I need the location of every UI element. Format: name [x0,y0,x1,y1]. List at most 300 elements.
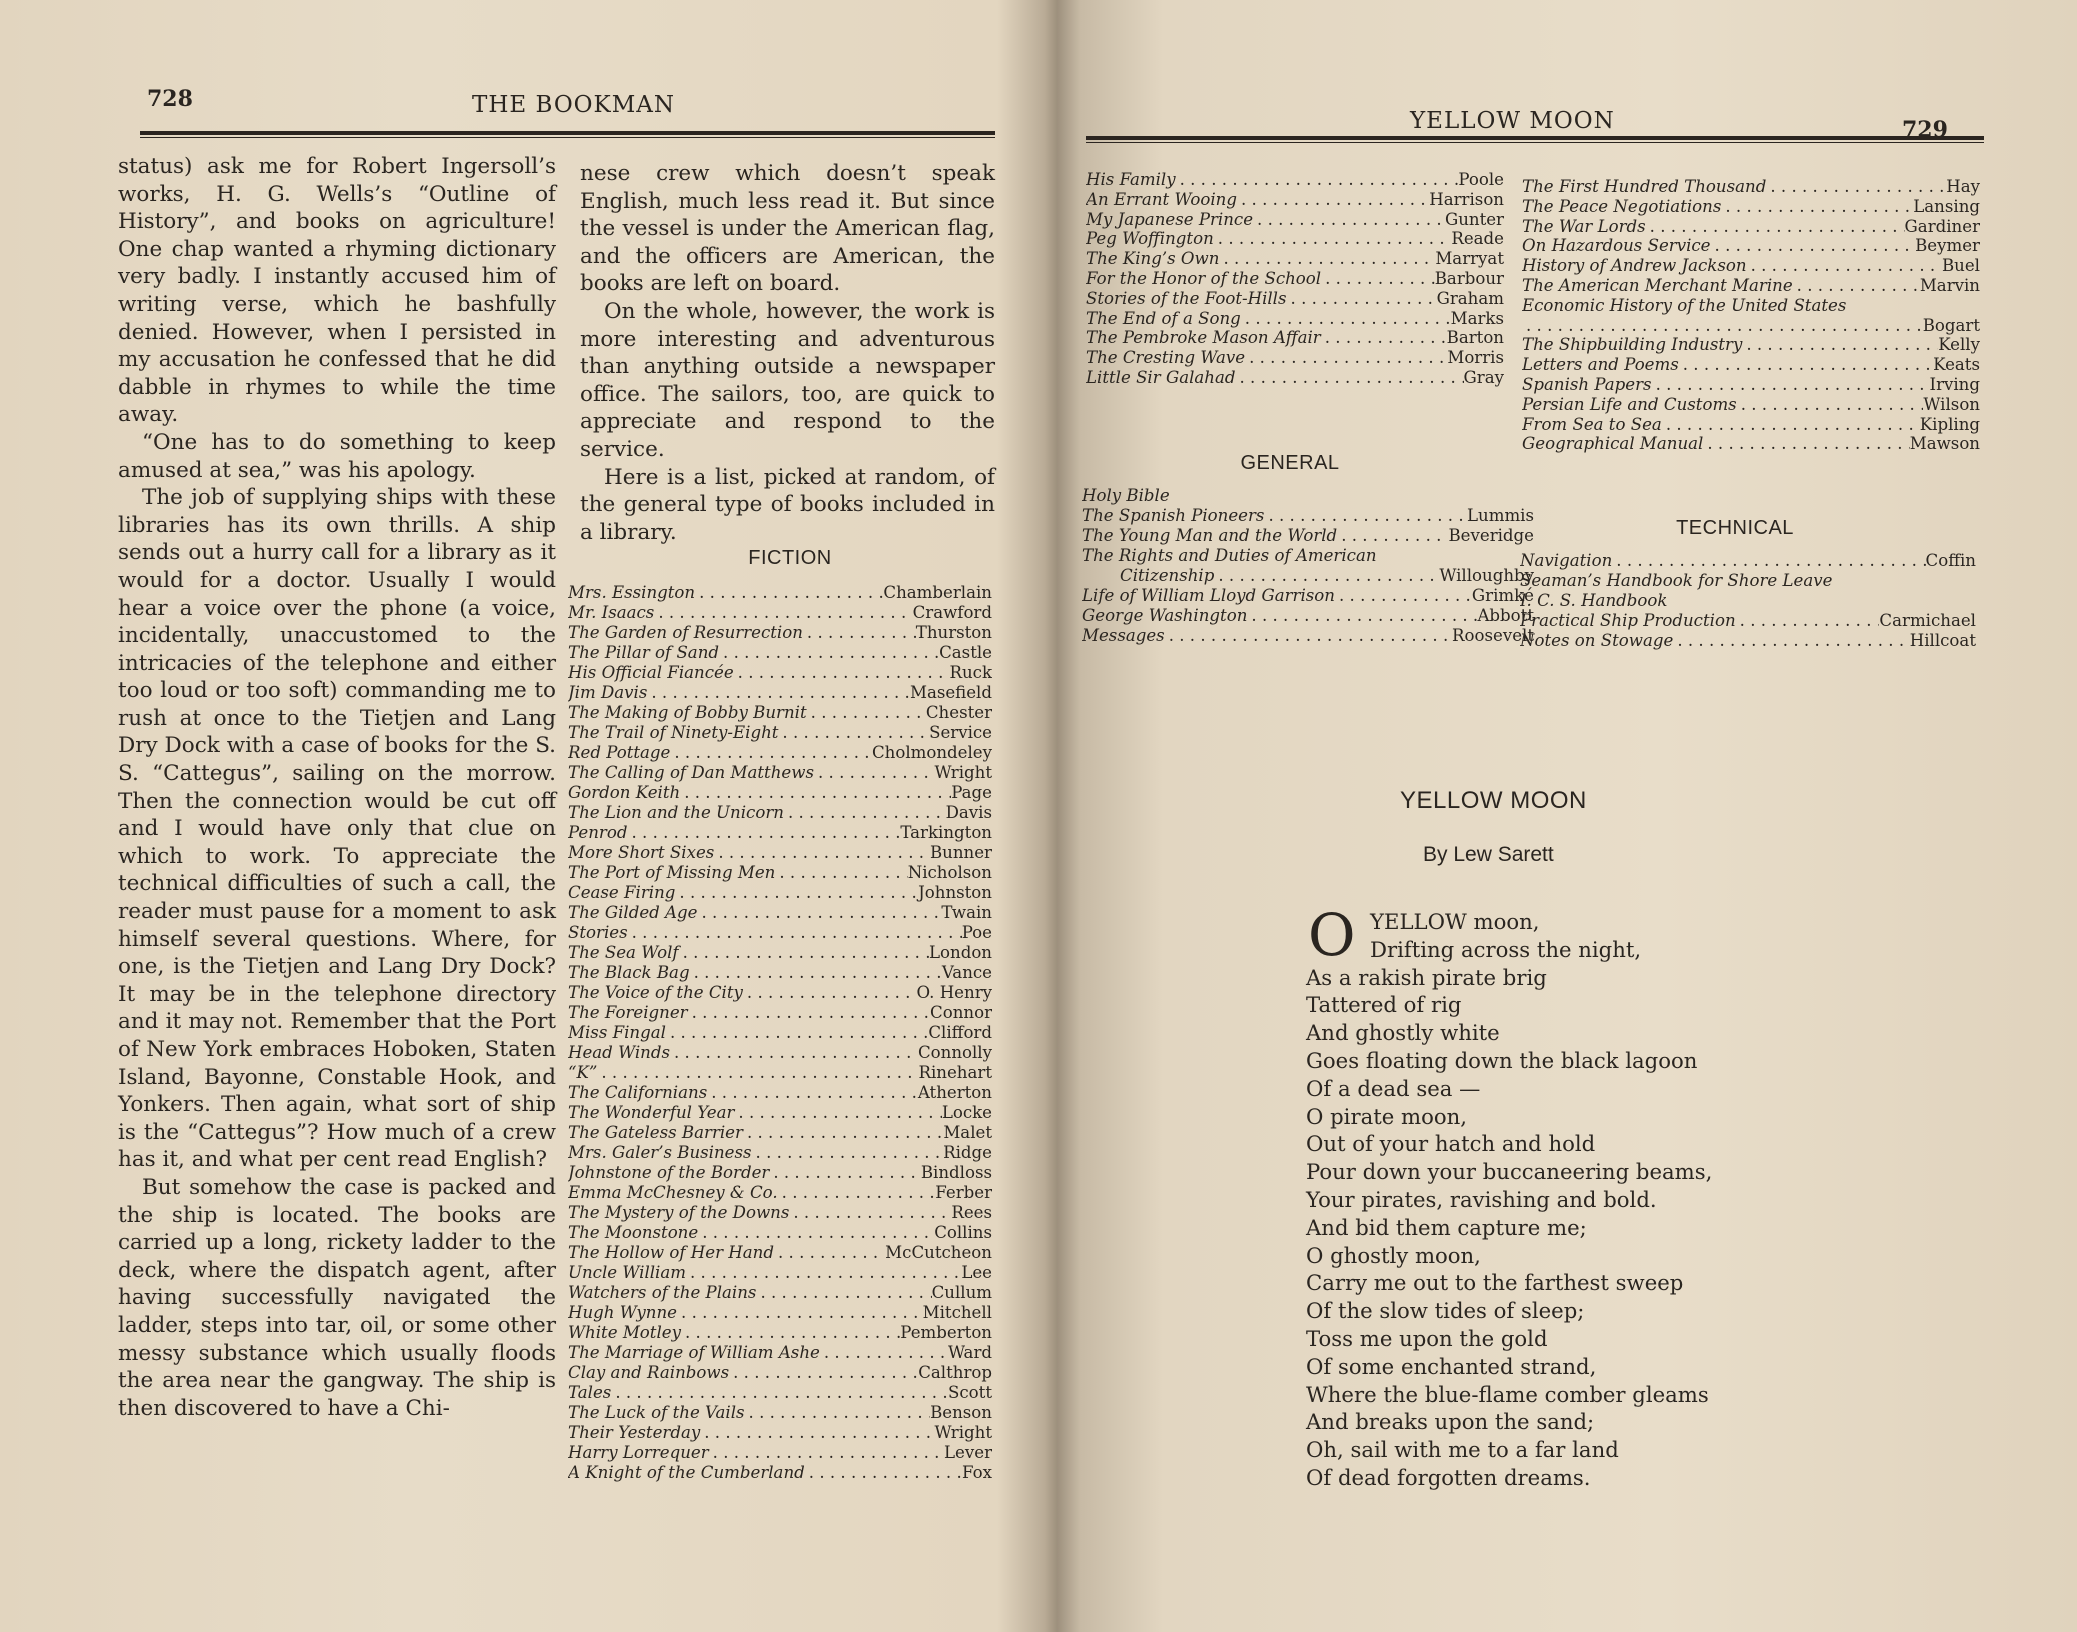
book-title: His Official Fiancée [568,663,734,682]
book-entry [1082,506,1534,526]
dot-leader [681,1323,900,1343]
book-entry [568,963,992,983]
dot-leader [677,1303,923,1323]
book-author: Lee [961,1263,992,1282]
book-title: The Voice of the City [568,983,743,1002]
dot-leader [789,1203,951,1223]
poem-line: Oh, sail with me to a far land [1306,1437,1619,1463]
book-entry [568,823,992,843]
book-author: Twain [941,903,992,922]
book-entry [1522,434,1980,454]
book-entry [568,1163,992,1183]
book-author: Castle [939,643,992,662]
book-author: Graham [1436,288,1504,308]
dot-leader [719,643,939,663]
book-author: Connor [930,1003,992,1022]
book-author: Davis [945,803,992,822]
poem-line: O ghostly moon, [1306,1242,1481,1268]
poem-line: And ghostly white [1306,1020,1500,1046]
book-title: The Peace Negotiations [1522,196,1722,216]
poem-line: Toss me upon the gold [1306,1325,1548,1351]
dot-leader [597,1063,918,1083]
book-title: The Lion and the Unicorn [568,803,784,822]
book-title: Messages [1082,626,1165,645]
book-entry [568,763,992,783]
left-column-2 [580,160,995,546]
book-author: Scott [948,1383,992,1402]
book-author: Beymer [1915,236,1980,256]
book-title: Mrs. Galer’s Business [568,1143,752,1162]
book-title: Peg Woffington [1086,229,1214,249]
book-entry [568,1263,992,1283]
dot-leader [1703,434,1909,454]
dot-leader [778,723,929,743]
paragraph: “One has to do something to keep amused at sea,” was his apology. [118,429,556,483]
book-entry [568,1243,992,1263]
book-title: The Mystery of the Downs [568,1203,790,1222]
book-entry [568,1003,992,1023]
book-entry [568,843,992,863]
book-title: Stories of the Foot-Hills [1086,288,1287,308]
dot-leader [695,583,883,603]
dot-leader [743,1123,943,1143]
technical-heading: TECHNICAL [1676,517,1794,539]
book-author: Calthrop [918,1363,992,1382]
dot-leader [814,763,935,783]
book-entry [568,723,992,743]
book-title: Holy Bible [1082,486,1170,505]
book-author: Benson [930,1403,992,1422]
book-entry [568,1063,992,1083]
book-title: Geographical Manual [1522,434,1704,454]
poem-line: YELLOW moon, [1370,909,1540,934]
poem-line: And bid them capture me; [1306,1214,1587,1240]
book-author: Bindloss [920,1163,992,1182]
dot-leader [698,903,942,923]
dot-leader [611,1383,948,1403]
dot-leader [1736,611,1880,631]
book-author: Mawson [1909,434,1980,454]
book-entry [1086,269,1504,289]
book-author: Rinehart [918,1063,992,1082]
right-page [1040,0,2077,1632]
book-author: London [929,943,992,962]
book-author: Marks [1450,308,1504,328]
book-title: Citizenship [1120,566,1215,585]
book-entry [1086,190,1504,210]
book-entry [1520,631,1976,651]
book-author: Atherton [917,1083,992,1102]
book-author: Crawford [912,603,992,622]
book-author: Malet [943,1123,992,1142]
book-author: Wright [934,763,992,782]
book-author: Roosevelt [1452,626,1534,645]
general-heading: GENERAL [1240,452,1340,474]
dot-leader [1245,348,1447,368]
dot-leader [1214,566,1439,586]
book-author: Cholmondeley [871,743,992,762]
book-entry [1086,328,1504,348]
book-title: The Trail of Ninety-Eight [568,723,779,742]
book-title: Spanish Papers [1522,374,1652,394]
header-rule-right [1086,136,1984,143]
book-title: Seaman’s Handbook for Shore Leave [1520,571,1833,590]
book-author: Grimké [1471,586,1534,605]
book-title: My Japanese Prince [1086,209,1254,229]
book-list-column-2 [1522,177,1980,454]
dot-leader [1673,631,1909,651]
book-entry [1082,586,1534,606]
paragraph: On the whole, however, the work is more interesting and adventurous than anything outside a newspaper office. The sailors, too, are quick to appreciate and respond to the service. [580,298,995,462]
book-title: Jim Davis [568,683,648,702]
dot-leader [1679,355,1933,375]
dot-leader [807,703,926,723]
dot-leader [698,1223,934,1243]
book-entry [568,1403,992,1423]
book-entry [1522,197,1980,217]
poem-title: YELLOW MOON [1400,787,1587,814]
book-author: Service [929,723,992,742]
dot-leader [700,1423,934,1443]
book-title: George Washington [1082,606,1248,625]
left-page [0,0,1035,1632]
dot-leader [1237,190,1429,210]
book-title: The Cresting Wave [1086,348,1246,368]
dot-leader [714,843,930,863]
dot-leader [1612,551,1925,571]
book-entry [568,1463,992,1483]
book-title: Mrs. Essington [568,583,696,602]
book-entry [568,1023,992,1043]
book-author: Lever [944,1443,992,1462]
running-head-left: THE BOOKMAN [472,92,676,118]
book-author: Bogart [1922,315,1980,335]
book-list-continued [1086,170,1504,388]
book-entry [568,1343,992,1363]
book-title: The Gilded Age [568,903,698,922]
book-entry [1082,566,1534,586]
paragraph: But somehow the case is packed and the ship is located. The books are carried up a long, rickety ladder to the deck, where the dispatch agent, after having successfully navigated the ladder, steps into tar, oil, or some other messy substance which usually floods the area near the gangway. The ship is then discovered to have a Chi- [118,1174,556,1421]
book-entry [1522,256,1980,276]
dot-leader [1253,210,1445,230]
book-author: Barton [1446,328,1504,348]
dot-leader [686,1263,961,1283]
book-title: Watchers of the Plains [568,1283,757,1302]
book-title: Notes on Stowage [1520,631,1674,650]
book-title: The Making of Bobby Burnit [568,703,807,722]
book-title: The Foreigner [568,1003,688,1022]
book-title: The Hollow of Her Hand [568,1243,774,1262]
book-title: Cease Firing [568,883,676,902]
book-entry [568,923,992,943]
book-title: Tales [568,1383,612,1402]
book-entry [568,983,992,1003]
book-title: Persian Life and Customs [1522,394,1737,414]
dot-leader [784,803,946,823]
dot-leader [1176,170,1459,190]
poem-line: Where the blue-flame comber gleams [1306,1381,1709,1407]
book-entry [568,1043,992,1063]
dot-leader [1646,217,1905,237]
poem-line: Out of your hatch and hold [1306,1131,1596,1157]
book-title: The Port of Missing Men [568,863,776,882]
book-author: Thurston [915,623,992,642]
book-entry [1086,249,1504,269]
dot-leader [627,823,900,843]
book-author: Harrison [1429,189,1504,209]
book-author: Abbott [1477,606,1534,625]
dot-leader [675,883,918,903]
book-entry [1522,395,1980,415]
book-entry [1522,335,1980,355]
book-author: Tarkington [900,823,992,842]
book-author: Ridge [943,1143,992,1162]
book-author: Kipling [1919,414,1980,434]
book-title: The Marriage of William Ashe [568,1343,820,1362]
book-author: Nicholson [907,863,992,882]
dot-leader [1335,586,1472,606]
book-author: Lansing [1913,196,1980,216]
book-title: Navigation [1520,551,1613,570]
dot-leader [1766,177,1946,197]
poem-line: Of a dead sea — [1306,1075,1481,1101]
book-author: Keats [1933,355,1980,375]
paragraph: The job of supplying ships with these libraries has its own thrills. A ship sends out a hurry call for a library as it would for a doctor. Usually I would hear a voice over the phone (a voice, incidentally, unaccustomed to the intricacies of the telephone and either too loud or too soft) commanding me to rush at once to the Tietjen and Lang Dry Dock with a case of books for the S. S. “Cattegus”, sailing on the morrow. Then the connection would be cut off and I would have only that clue on which to work. To appreciate the technical difficulties of such a call, the reader must pause for a moment to ask himself several questions. Where, for one, is the Tietjen and Lang Dry Dock? It may be in the telephone directory and it may not. Remember that the Port of New York embraces Hoboken, Staten Island, Bayonne, Constable Hook, and Yonkers. Then again, what sort of ship is the “Cattegus”? How much of a crew has it, and what per cent read English? [118,485,556,1173]
book-author: Ward [947,1343,992,1362]
poem-line: Pour down your buccaneering beams, [1306,1159,1713,1185]
book-title: The Californians [568,1083,708,1102]
dot-leader [1737,395,1924,415]
book-entry [1086,309,1504,329]
dot-leader [734,1103,941,1123]
book-author: Hay [1946,177,1980,196]
book-title: Johnstone of the Border [568,1163,770,1182]
dot-leader [654,603,912,623]
book-author: Morris [1447,348,1504,368]
book-title: I. C. S. Handbook [1520,591,1668,610]
book-author: Marvin [1919,275,1980,295]
poem-line: Of the slow tides of sleep; [1306,1298,1585,1324]
book-entry [1522,316,1980,336]
book-entry [568,1143,992,1163]
book-entry [1520,571,1976,591]
book-author: Gray [1463,367,1504,387]
book-entry [1522,217,1980,237]
book-title: Little Sir Galahad [1086,367,1236,387]
book-title: Letters and Poems [1522,355,1679,375]
book-entry [568,1303,992,1323]
book-title: The Calling of Dan Matthews [568,763,814,782]
dot-leader [734,663,950,683]
book-entry [1086,210,1504,230]
book-title: Gordon Keith [568,783,681,802]
book-title: Harry Lorrequer [568,1443,709,1462]
dot-leader [1165,626,1452,646]
dot-leader [709,1443,944,1463]
book-entry [568,1123,992,1143]
book-author: Wright [934,1423,992,1442]
poem-line: Of dead forgotten dreams. [1306,1464,1591,1490]
book-entry [1522,296,1980,316]
book-title: The Pembroke Mason Affair [1086,328,1321,348]
page-number-left: 728 [147,86,193,112]
dot-leader [1287,289,1437,309]
book-entry [1520,611,1976,631]
book-author: Collins [934,1223,992,1242]
book-author: Connolly [917,1043,992,1062]
book-entry [1082,626,1534,646]
book-entry [1082,606,1534,626]
book-entry [568,663,992,683]
dot-leader [820,1343,948,1363]
book-author: Gardiner [1904,216,1980,236]
book-title: The Black Bag [568,963,690,982]
book-author: Ferber [935,1183,992,1202]
dot-leader [1652,375,1930,395]
book-entry [568,1423,992,1443]
book-entry [1522,177,1980,197]
book-entry [568,623,992,643]
book-author: McCutcheon [885,1243,992,1262]
book-author: Chester [925,703,992,722]
book-author: Fox [962,1463,992,1482]
book-author: Bunner [929,843,992,862]
book-author: Irving [1929,374,1980,394]
general-list [1082,486,1534,646]
book-title: Red Pottage [568,743,671,762]
dot-leader [690,963,942,983]
book-title: The Moonstone [568,1223,699,1242]
fiction-list [568,583,992,1483]
poem-line: Carry me out to the farthest sweep [1306,1270,1684,1296]
book-title: The Spanish Pioneers [1082,506,1265,525]
book-entry [1520,551,1976,571]
dot-leader [688,1003,930,1023]
book-title: For the Honor of the School [1086,268,1322,288]
poem-line: Your pirates, ravishing and bold. [1306,1186,1657,1212]
book-title: Their Yesterday [568,1423,701,1442]
paragraph: nese crew which doesn’t speak English, much less read it. But since the vessel is under the American flag, and the officers are American, the books are left on board. [580,161,995,297]
dot-leader [666,1023,928,1043]
dot-leader [1742,335,1938,355]
poem-body [1306,901,1826,1492]
dot-leader [1247,606,1477,626]
book-author: Johnston [918,883,992,902]
book-entry [568,1323,992,1343]
dot-leader [670,743,872,763]
book-title: Practical Ship Production [1520,611,1736,630]
dot-leader [707,1083,918,1103]
poem-line: O pirate moon, [1306,1103,1467,1129]
book-title: The Luck of the Vails [568,1403,745,1422]
book-title: Uncle William [568,1263,686,1282]
dot-leader [647,683,910,703]
book-entry [1522,415,1980,435]
book-entry [568,583,992,603]
header-rule-left [140,131,995,138]
book-entry [1086,229,1504,249]
book-author: Willoughby [1439,566,1534,585]
dot-leader [775,863,907,883]
book-author: Wilson [1923,394,1980,414]
book-title: “K” [568,1063,598,1082]
book-title: Miss Fingal [568,1023,666,1042]
book-title: The First Hundred Thousand [1522,177,1767,196]
book-entry [568,783,992,803]
book-title: The Young Man and the World [1082,526,1338,545]
book-entry [568,743,992,763]
book-title: On Hazardous Service [1522,236,1711,256]
book-author: Poole [1458,170,1504,189]
dot-leader [680,783,951,803]
poem-line: Drifting across the night, [1370,936,1642,962]
paragraph: status) ask me for Robert Ingersoll’s works, H. G. Wells’s “Outline of History”, and books on agriculture! One chap wanted a rhyming dictionary very badly. I instantly accused him of writing verse, which he bashfully denied. However, when I persisted in my accusation he confessed that he did dabble in rhymes to while the time away. [118,154,556,428]
dot-leader [1522,316,1923,336]
left-column-1 [118,153,556,1422]
book-entry [1082,486,1534,506]
dot-leader [1241,309,1451,329]
book-entry [1086,289,1504,309]
book-author: Clifford [928,1023,992,1042]
book-title: The Shipbuilding Industry [1522,335,1743,355]
dot-leader [778,1183,936,1203]
book-title: From Sea to Sea [1522,414,1662,434]
book-title: The End of a Song [1086,308,1241,328]
book-entry [1086,170,1504,190]
book-author: Barbour [1434,268,1504,288]
book-author: Poe [961,923,992,942]
book-author: Vance [941,963,992,982]
book-author: Masefield [909,683,992,702]
book-author: Marryat [1435,249,1504,269]
dot-leader [1337,526,1448,546]
book-entry [568,703,992,723]
book-entry [568,863,992,883]
book-entry [568,1103,992,1123]
dot-leader [1264,506,1467,526]
book-entry [1522,236,1980,256]
dot-leader [803,623,916,643]
drop-cap: O [1308,901,1356,969]
book-title: The King’s Own [1086,249,1220,269]
book-author: Kelly [1938,335,1980,355]
book-title: The Gateless Barrier [568,1123,743,1142]
book-title: The Garden of Resurrection [568,623,803,642]
book-title: The Sea Wolf [568,943,679,962]
book-author: Coffin [1925,551,1976,570]
book-entry [1522,276,1980,296]
book-title: Penrod [568,823,628,842]
book-author: Carmichael [1879,611,1976,630]
dot-leader [1321,328,1447,348]
dot-leader [1662,415,1920,435]
dot-leader [752,1143,944,1163]
dot-leader [1711,236,1916,256]
book-title: His Family [1086,170,1176,189]
poem-line: Tattered of rig [1306,992,1462,1018]
paragraph: Here is a list, picked at random, of the general type of books included in a library. [580,464,995,545]
book-title: The Pillar of Sand [568,643,720,662]
poem-byline: By Lew Sarett [1423,843,1554,866]
book-entry [568,903,992,923]
book-entry [568,803,992,823]
book-entry [1520,591,1976,611]
book-author: Lummis [1467,506,1534,525]
dot-leader [743,983,917,1003]
dot-leader [745,1403,931,1423]
book-title: Stories [568,923,628,942]
book-entry [568,1183,992,1203]
